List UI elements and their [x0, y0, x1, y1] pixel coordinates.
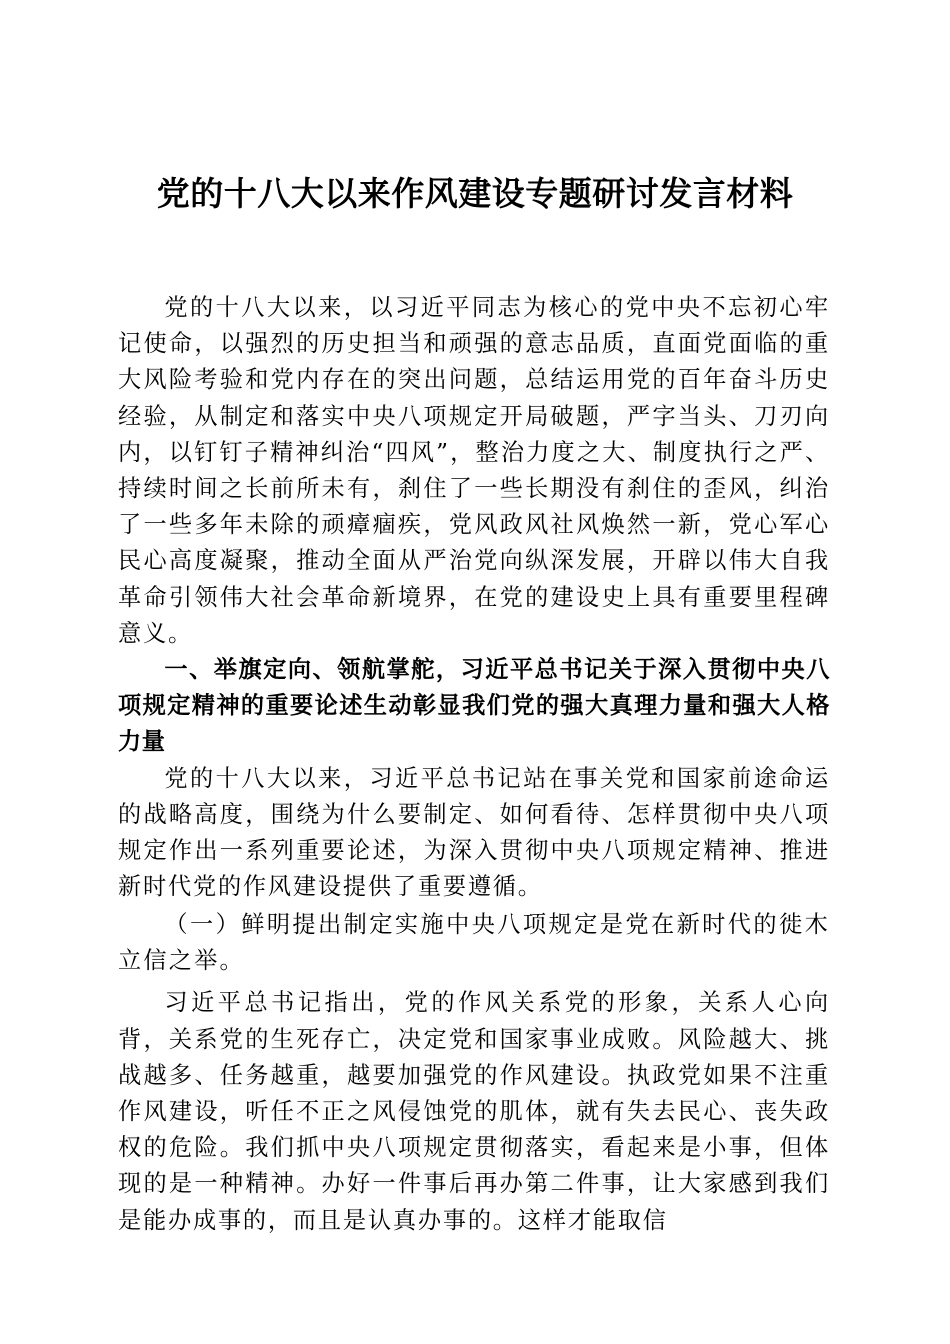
section-heading-1: 一、举旗定向、领航掌舵，习近平总书记关于深入贯彻中央八项规定精神的重要论述生动彰显我们党的强大真理力量和强大人格力量: [118, 656, 830, 756]
document-title: 党的十八大以来作风建设专题研讨发言材料: [156, 174, 794, 213]
section-1-paragraph: 党的十八大以来，习近平总书记站在事关党和国家前途命运的战略高度，围绕为什么要制定、如何看待、怎样贯彻中央八项规定作出一系列重要论述，为深入贯彻中央八项规定精神、推进新时代党的作风建设提供了重要遵循。: [118, 764, 830, 901]
subsection-heading-1: （一）鲜明提出制定实施中央八项规定是党在新时代的徙木立信之举。: [118, 911, 830, 975]
subsection-1-paragraph: 习近平总书记指出，党的作风关系党的形象，关系人心向背，关系党的生死存亡，决定党和国家事业成败。风险越大、挑战越多、任务越重，越要加强党的作风建设。执政党如果不注重作风建设，听任不正之风侵蚀党的肌体，就有失去民心、丧失政权的危险。我们抓中央八项规定贯彻落实，看起来是小事，但体现的是一种精神。办好一件事后再办第二件事，让大家感到我们是能办成事的，而且是认真办事的。这样才能取信: [118, 989, 830, 1234]
intro-paragraph: 党的十八大以来，以习近平同志为核心的党中央不忘初心牢记使命，以强烈的历史担当和顽强的意志品质，直面党面临的重大风险考验和党内存在的突出问题，总结运用党的百年奋斗历史经验，从制定和落实中央八项规定开局破题，严字当头、刀刃向内，以钉钉子精神纠治“四风”，整治力度之大、制度执行之严、持续时间之长前所未有，刹住了一些长期没有刹住的歪风，纠治了一些多年未除的顽瘴痼疾，党风政风社风焕然一新，党心军心民心高度凝聚，推动全面从严治党向纵深发展，开辟以伟大自我革命引领伟大社会革命新境界，在党的建设史上具有重要里程碑意义。: [118, 294, 830, 647]
document-body: [118, 290, 830, 1239]
